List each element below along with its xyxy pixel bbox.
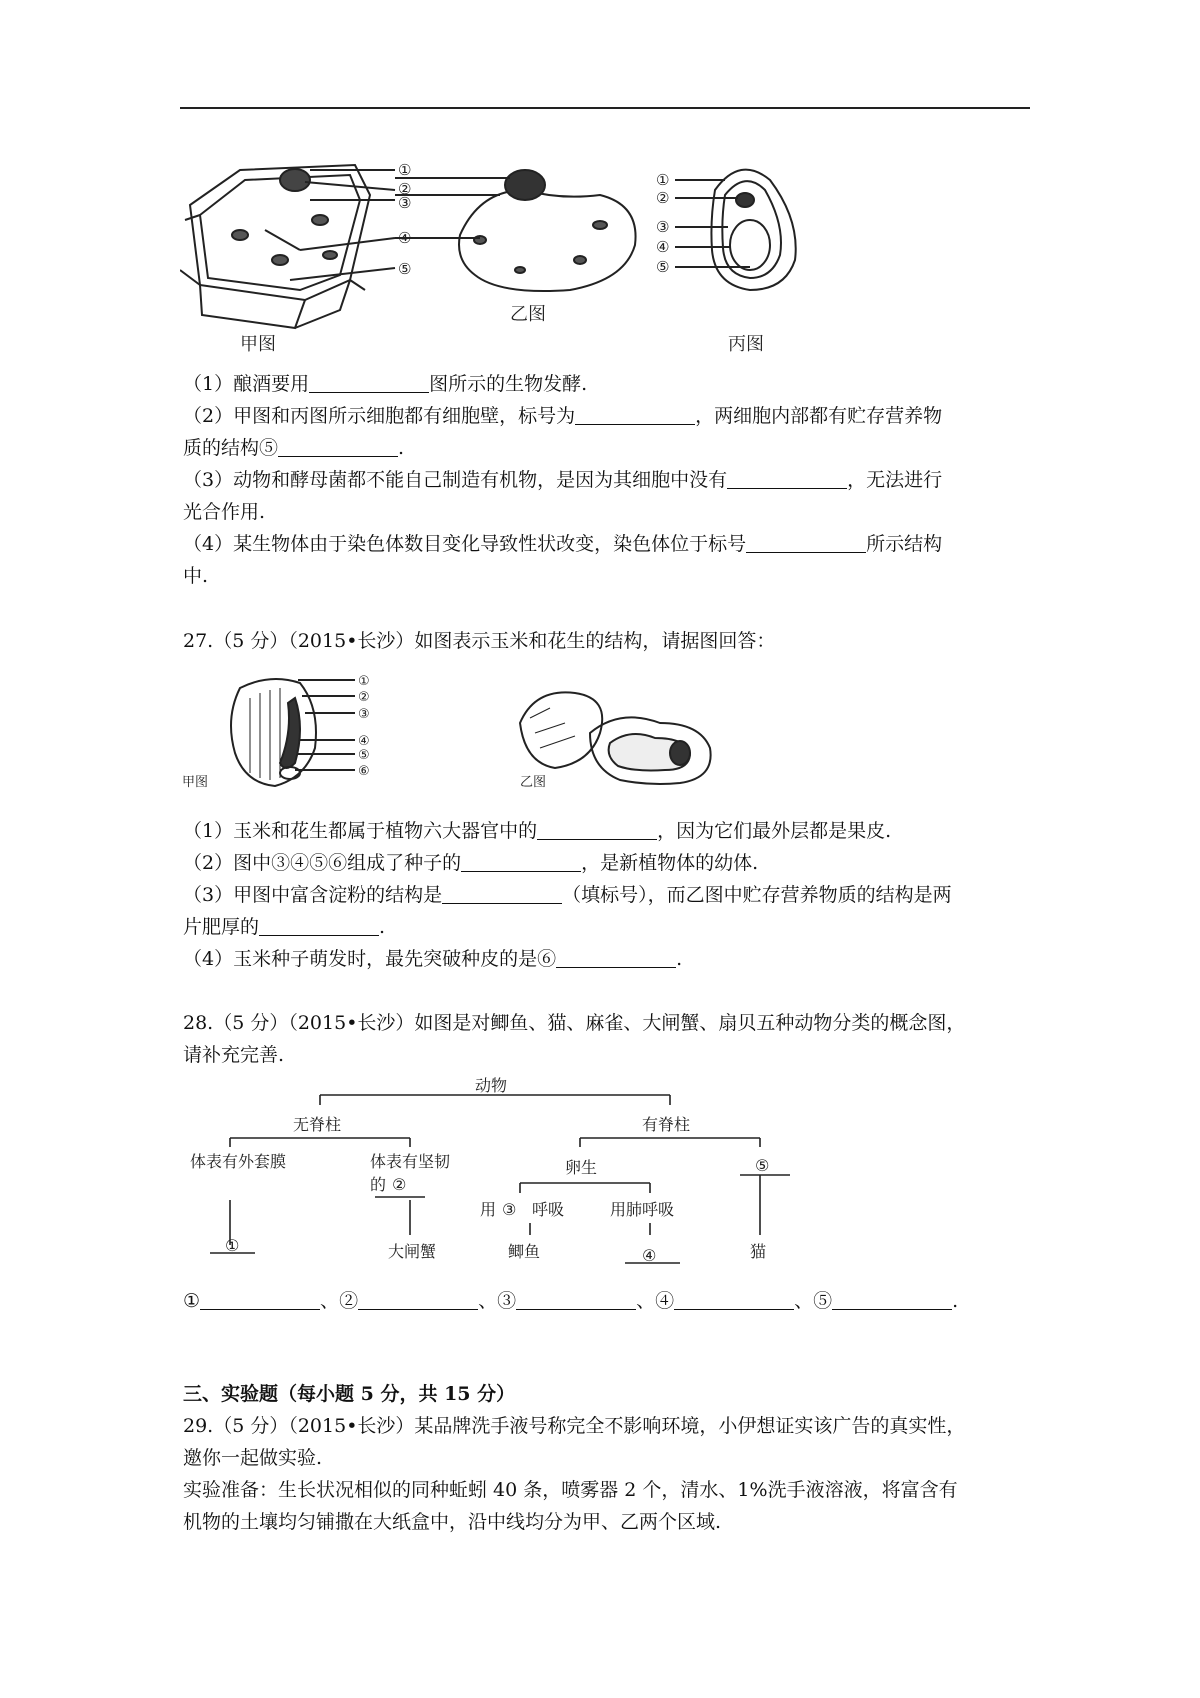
yeast-cell-markers [656,171,669,276]
cell-figures [180,150,900,360]
tree-leaf-cat: 猫 [750,1242,767,1261]
tree-leaf-4: ④ [642,1246,657,1265]
q29-line2: 邀你一起做实验. [183,1447,323,1469]
q26-item-1: （1）酿酒要用 图所示的生物发酵. [183,373,588,395]
svg-text:④: ④ [358,734,370,749]
q28-answers: ① 、② 、③ 、④ 、⑤ . [183,1290,959,1312]
tree-lung: 用肺呼吸 [610,1200,675,1219]
tree-no-spine: 无脊柱 [293,1115,342,1134]
q26-item-3: （3）动物和酵母菌都不能自己制造有机物，是因为其细胞中没有 ，无法进行 [183,469,943,491]
fig-label-yi: 乙图 [510,304,546,325]
q26-blank-1[interactable] [309,372,429,393]
q26-blank-3[interactable] [278,436,398,457]
marker-1: ① [398,161,412,179]
q27-item-1: （1）玉米和花生都属于植物六大器官中的 ，因为它们最外层都是果皮. [183,820,892,842]
svg-text:③: ③ [656,218,670,236]
tree-mantle: 体表有外套膜 [190,1152,287,1171]
tree-leaf-1: ① [225,1236,240,1255]
section3-heading: 三、实验题（每小题 5 分，共 15 分） [183,1383,516,1405]
q26-item-4: （4）某生物体由于染色体数目变化导致性状改变，染色体位于标号 所示结构 [183,533,943,555]
corn-grain-drawing [231,679,355,786]
tree-leaf-crab: 大闸蟹 [388,1242,437,1261]
q27-item-4: （4）玉米种子萌发时，最先突破种皮的是⑥ . [183,948,683,970]
q27-title: 27.（5 分）（2015•长沙）如图表示玉米和花生的结构，请据图回答： [183,630,776,652]
yeast-cell-drawing [675,170,796,290]
fig-label-peanut: 乙图 [520,775,547,790]
fig-label-jia: 甲图 [240,334,276,355]
fig-label-corn: 甲图 [182,775,209,790]
svg-text:②: ② [358,690,370,705]
q29-prep-line1: 实验准备：生长状况相似的同种蚯蚓 40 条，喷雾器 2 个，清水、1%洗手液溶液，将富含有 [183,1479,958,1501]
svg-text:⑤: ⑤ [358,748,370,763]
q26-item-3-line2: 光合作用. [183,501,266,523]
svg-text:①: ① [358,674,370,689]
peanut-drawing [520,692,711,784]
q27-blank-3[interactable] [442,883,562,904]
q28-blank-4[interactable] [674,1289,794,1310]
q27-blank-1[interactable] [537,819,657,840]
q29-prep-line2: 机物的土壤均匀铺撒在大纸盒中，沿中线均分为甲、乙两个区域. [183,1511,722,1533]
q27-item-2: （2）图中③④⑤⑥组成了种子的 ，是新植物体的幼体. [183,852,759,874]
svg-text:①: ① [656,171,670,189]
q26-item-2: （2）甲图和丙图所示细胞都有细胞壁，标号为 ，两细胞内部都有贮存营养物 [183,405,943,427]
q29-line1: 29.（5 分）（2015•长沙）某品牌洗手液号称完全不影响环境，小伊想证实该广告的真实性， [183,1415,966,1437]
animal-cell-drawing [395,170,636,291]
marker-2: ② [398,180,412,198]
q28-title-line1: 28.（5 分）（2015•长沙）如图是对鲫鱼、猫、麻雀、大闸蟹、扇贝五种动物分类的概念图， [183,1012,966,1034]
svg-text:⑤: ⑤ [656,258,670,276]
top-rule [180,107,1030,109]
marker-3: ③ [398,194,412,212]
q27-item-3: （3）甲图中富含淀粉的结构是 （填标号），而乙图中贮存营养物质的结构是两 [183,884,952,906]
q26-blank-4[interactable] [727,468,847,489]
q26-item-2-line2: 质的结构⑤ . [183,437,405,459]
q27-blank-2[interactable] [461,851,581,872]
q27-item-3-line2: 片肥厚的 . [183,916,386,938]
plant-cell-drawing [180,165,395,328]
tree-oviparous: 卵生 [565,1158,598,1177]
q28-blank-2[interactable] [358,1289,478,1310]
marker-5: ⑤ [398,260,412,278]
svg-text:④: ④ [656,238,670,256]
marker-4: ④ [398,229,412,247]
corn-markers [358,674,370,779]
svg-text:⑥: ⑥ [358,764,370,779]
tree-shell-b: 的 [370,1175,387,1194]
tree-marker-2: ② [392,1175,407,1194]
svg-text:②: ② [656,189,670,207]
fig-label-bing: 丙图 [728,334,764,355]
tree-marker-3: ③ [502,1200,517,1219]
q26-blank-2[interactable] [575,404,695,425]
q28-blank-3[interactable] [516,1289,636,1310]
q26-blank-5[interactable] [746,532,866,553]
q28-blank-5[interactable] [832,1289,952,1310]
tree-gill-pre: 用 [480,1200,497,1219]
q27-blank-5[interactable] [556,947,676,968]
tree-root: 动物 [475,1076,508,1095]
q27-blank-4[interactable] [259,915,379,936]
tree-shell-a: 体表有坚韧 [370,1152,451,1171]
tree-spine: 有脊柱 [642,1115,691,1134]
tree-labels [190,1076,769,1265]
tree-gill-post: 呼吸 [532,1200,565,1219]
corn-peanut-figure [180,668,740,798]
svg-text:③: ③ [358,707,370,722]
q26-item-4-line2: 中. [183,565,209,587]
tree-leaf-carp: 鲫鱼 [508,1242,541,1261]
q28-title-line2: 请补充完善. [183,1044,285,1066]
q28-blank-1[interactable] [200,1289,320,1310]
tree-marker-5: ⑤ [755,1156,770,1175]
classification-tree [180,1075,840,1275]
